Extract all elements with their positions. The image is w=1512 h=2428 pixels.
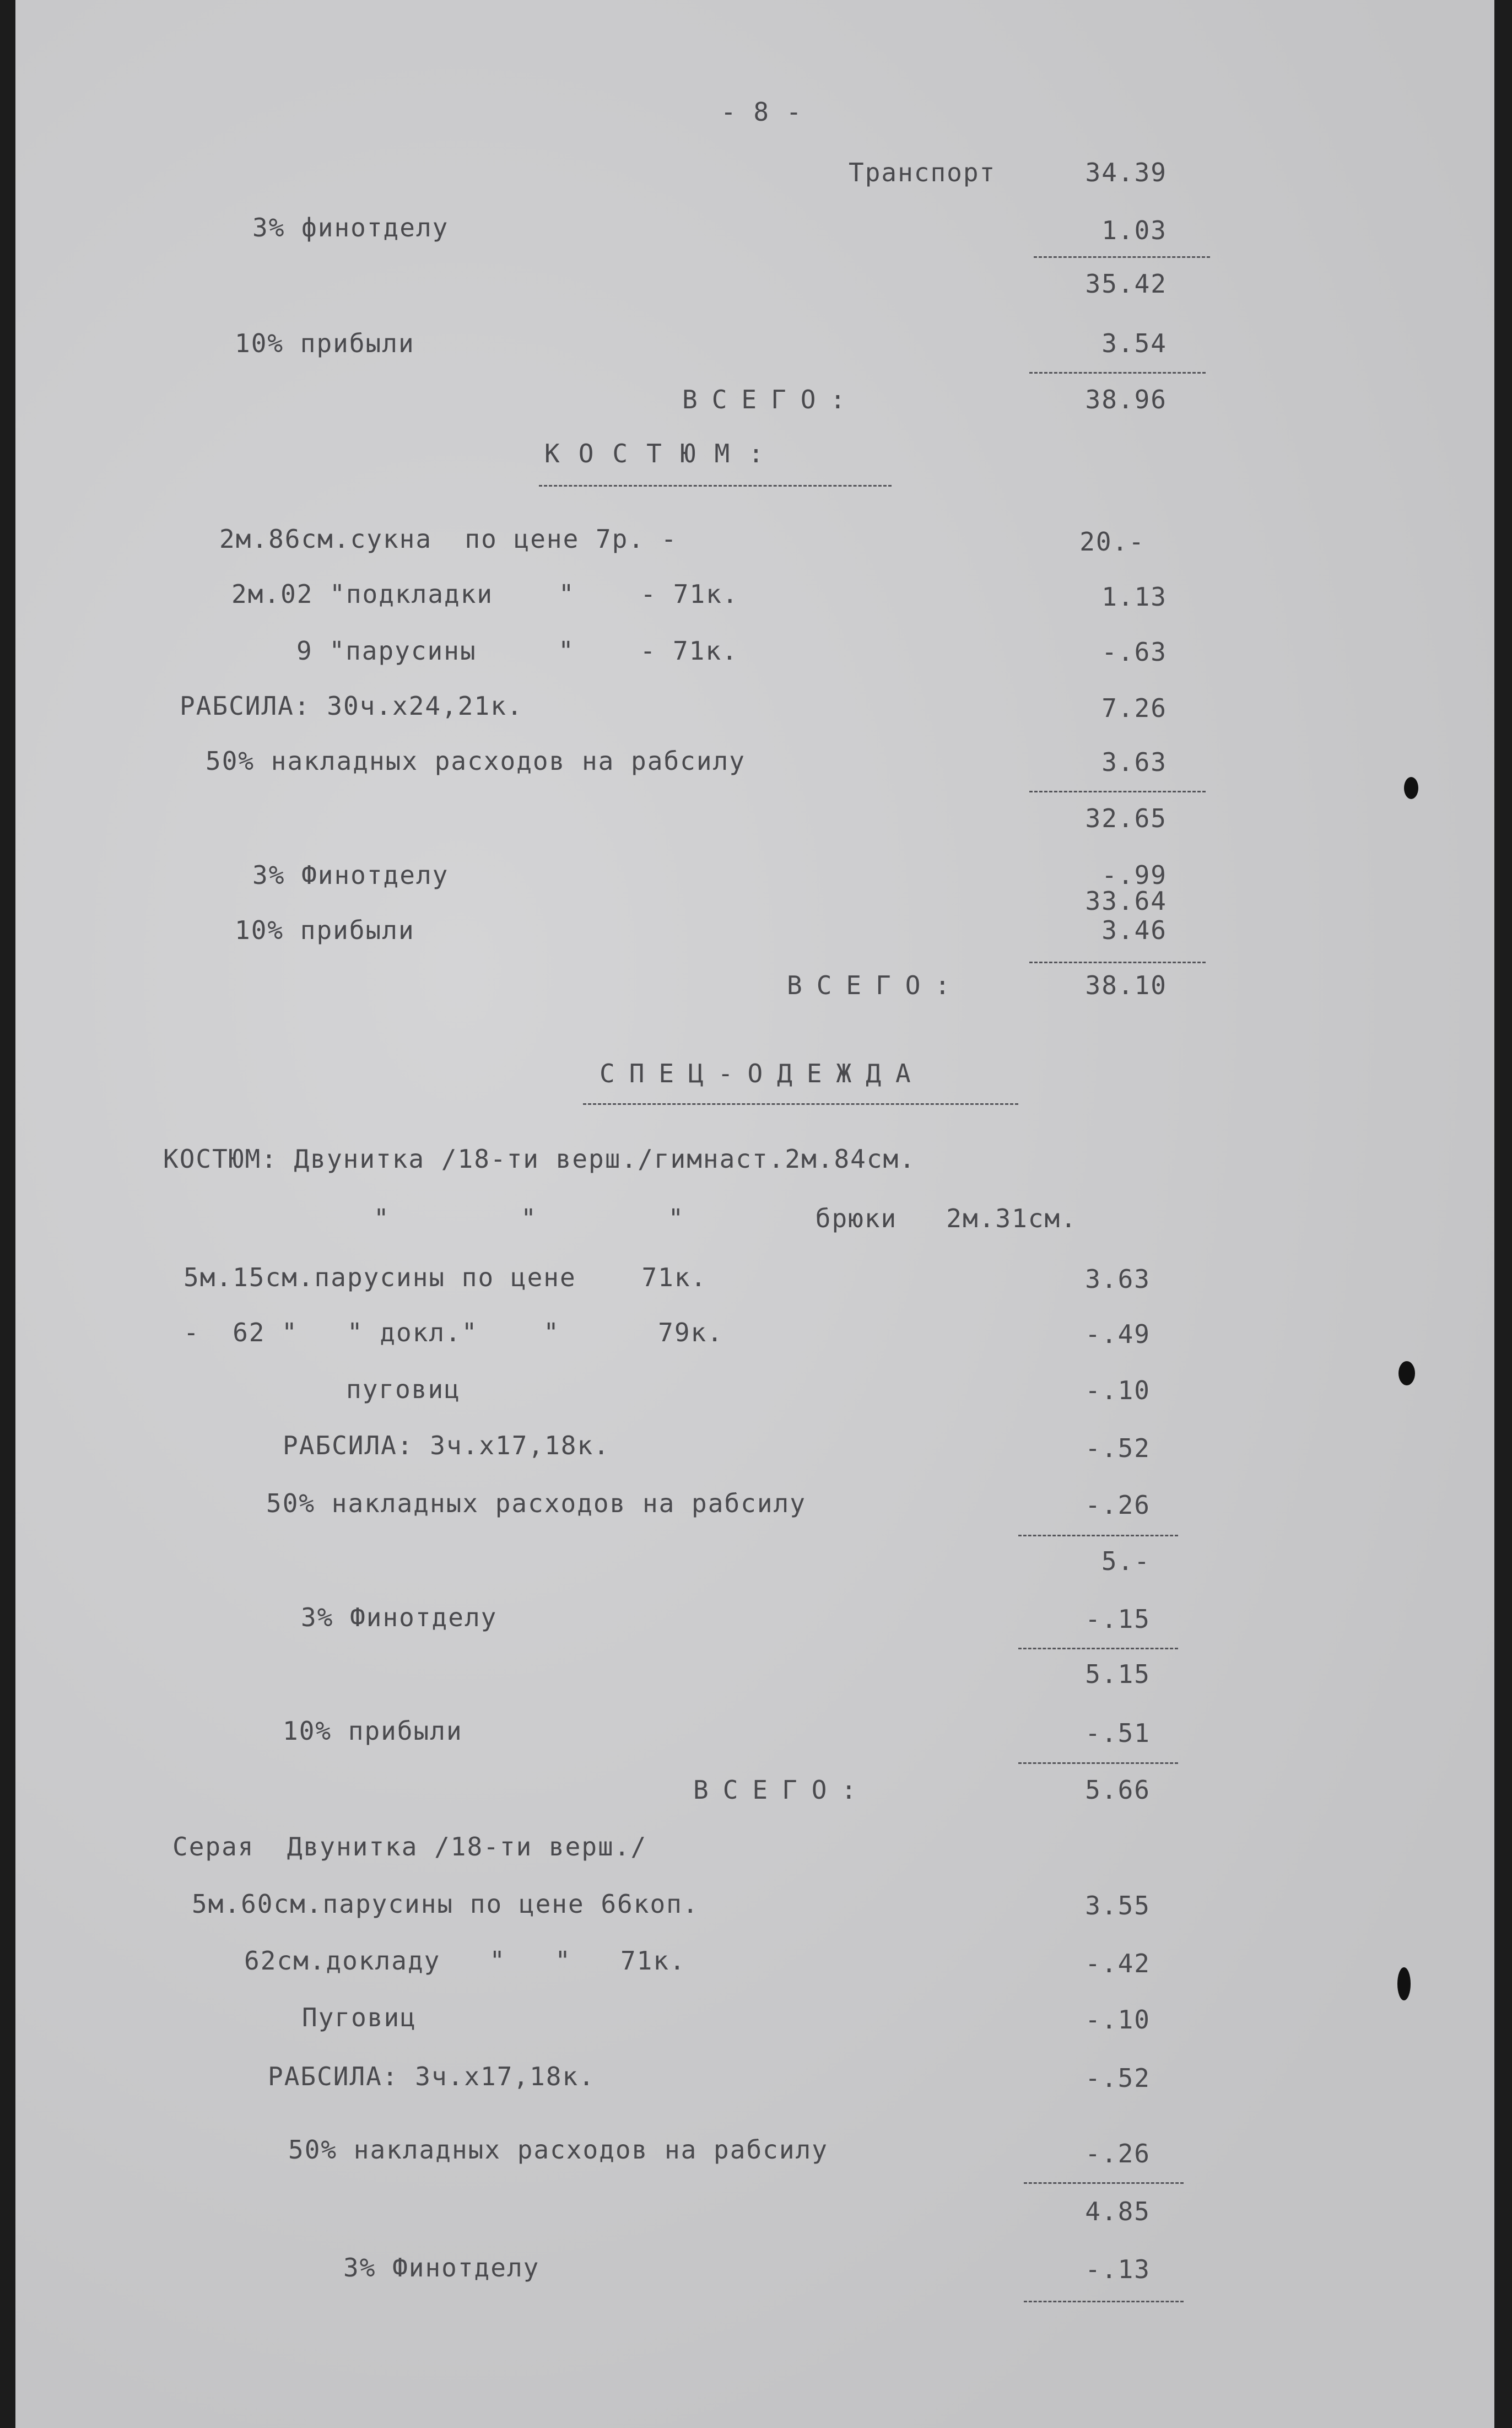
spec-line-4-text: РАБСИЛА: 3ч.х17,18к. — [283, 1431, 610, 1460]
ink-spot — [1404, 777, 1418, 799]
s1-total-value: 38.96 — [1085, 385, 1167, 414]
s1-profit-value: 3.54 — [1101, 328, 1167, 358]
spec-fin-value: -.15 — [1085, 1604, 1151, 1634]
kostum-line-4-value: 7.26 — [1101, 693, 1167, 723]
spec-line-1-value: 3.63 — [1085, 1264, 1151, 1294]
s1-total-label: ВСЕГО: — [682, 385, 860, 414]
spec-line-2-text: - 62 " " докл." " 79к. — [183, 1318, 723, 1347]
kostum-total-label: ВСЕГО: — [787, 970, 965, 1000]
page-number: - 8 - — [721, 97, 803, 127]
kostum-line-5-value: 3.63 — [1101, 747, 1167, 777]
grey-line-3-value: -.10 — [1085, 2005, 1151, 2035]
kostum-rule-2 — [1029, 962, 1206, 963]
spec-subtotal: 5.- — [1101, 1546, 1151, 1576]
grey-line-1-value: 3.55 — [1085, 1891, 1151, 1920]
grey-line-2-text: 62см.докладу " " 71к. — [244, 1946, 686, 1976]
kostum-line-2-text: 2м.02 "подкладки " - 71к. — [231, 579, 739, 609]
grey-rule-1 — [1024, 2182, 1184, 2184]
kostum-line-1-text: 2м.86см.сукна по цене 7р. - — [219, 524, 678, 554]
spec-line-2-value: -.49 — [1085, 1319, 1151, 1349]
spec-rule-2 — [1018, 1648, 1178, 1649]
ink-spot — [1397, 1967, 1411, 2000]
spec-profit-label: 10% прибыли — [283, 1716, 463, 1746]
spec-costume-line: КОСТЮМ: Двунитка /18-ти верш./гимнаст.2м.84см. — [163, 1144, 916, 1174]
kostum-line-4-text: РАБСИЛА: 30ч.х24,21к. — [180, 691, 523, 721]
grey-line-5-value: -.26 — [1085, 2139, 1151, 2168]
transport-value: 34.39 — [1085, 158, 1167, 187]
kostum-rule-1 — [1029, 791, 1206, 792]
grey-line-3-text: Пуговиц — [302, 2003, 417, 2032]
grey-fin-value: -.13 — [1085, 2254, 1151, 2284]
grey-line-2-value: -.42 — [1085, 1949, 1151, 1978]
s1-fin-label: 3% финотделу — [252, 213, 449, 242]
spec-line-4-value: -.52 — [1085, 1433, 1151, 1463]
grey-line-5-text: 50% накладных расходов на рабсилу — [288, 2135, 828, 2165]
spec-trousers-line: " " " брюки 2м.31см. — [374, 1204, 1077, 1233]
spec-profit-value: -.51 — [1085, 1718, 1151, 1748]
kostum-profit-label: 10% прибыли — [235, 915, 415, 945]
spec-line-3-text: пуговиц — [346, 1374, 461, 1404]
spec-subtotal-2: 5.15 — [1085, 1659, 1151, 1689]
kostum-line-1-value: 20.- — [1079, 527, 1145, 557]
kostum-line-3-text: 9 "парусины " - 71к. — [296, 636, 738, 666]
spec-fin-label: 3% Финотделу — [301, 1603, 498, 1632]
spec-total-label: ВСЕГО: — [693, 1775, 871, 1805]
kostum-fin-label: 3% Финотделу — [252, 860, 449, 890]
s1-profit-label: 10% прибыли — [235, 328, 415, 358]
kostum-total-value: 38.10 — [1085, 970, 1167, 1000]
kostum-line-5-text: 50% накладных расходов на рабсилу — [206, 746, 746, 776]
grey-subtotal: 4.85 — [1085, 2197, 1151, 2226]
spec-line-3-value: -.10 — [1085, 1375, 1151, 1405]
spec-total-value: 5.66 — [1085, 1775, 1151, 1805]
s1-rule-1 — [1034, 256, 1210, 258]
ink-spot — [1398, 1361, 1415, 1385]
kostum-line-3-value: -.63 — [1101, 637, 1167, 667]
spec-rule-1 — [1018, 1535, 1178, 1536]
spec-line-5-value: -.26 — [1085, 1490, 1151, 1520]
spec-heading: СПЕЦ-ОДЕЖДА — [600, 1059, 925, 1088]
kostum-fin-value: -.99 — [1101, 860, 1167, 890]
grey-fin-label: 3% Финотделу — [343, 2253, 540, 2283]
s1-subtotal: 35.42 — [1085, 269, 1167, 299]
kostum-subtotal-2: 33.64 — [1085, 886, 1167, 916]
grey-title: Серая Двунитка /18-ти верш./ — [172, 1832, 647, 1862]
grey-line-4-text: РАБСИЛА: 3ч.х17,18к. — [268, 2062, 595, 2091]
spec-line-5-text: 50% накладных расходов на рабсилу — [266, 1488, 806, 1518]
kostum-profit-value: 3.46 — [1101, 915, 1167, 945]
spec-heading-underline — [583, 1103, 1018, 1105]
grey-line-4-value: -.52 — [1085, 2063, 1151, 2093]
s1-fin-value: 1.03 — [1101, 215, 1167, 245]
spec-rule-3 — [1018, 1762, 1178, 1764]
s1-rule-2 — [1029, 372, 1206, 374]
kostum-heading-underline — [539, 485, 892, 487]
kostum-subtotal: 32.65 — [1085, 803, 1167, 833]
grey-rule-2 — [1024, 2301, 1184, 2302]
grey-line-1-text: 5м.60см.парусины по цене 66коп. — [192, 1889, 699, 1919]
kostum-heading: КОСТЮМ: — [544, 439, 782, 468]
document-page — [15, 0, 1494, 2428]
transport-label: Транспорт — [849, 158, 996, 187]
spec-line-1-text: 5м.15см.парусины по цене 71к. — [183, 1262, 708, 1292]
kostum-line-2-value: 1.13 — [1101, 582, 1167, 612]
